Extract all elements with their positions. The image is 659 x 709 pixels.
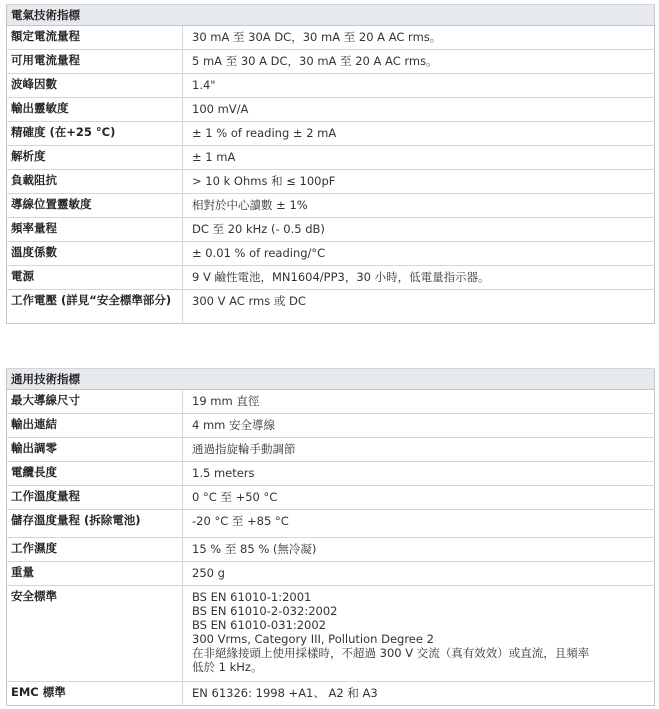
- standard-line: BS EN 61010-2-032:2002: [192, 604, 338, 618]
- table-row: [7, 586, 655, 682]
- table-row: [7, 170, 655, 194]
- table-row: [7, 194, 655, 218]
- spec-value: 15 % 至 85 % (無冷凝): [183, 538, 655, 562]
- spec-value: 相對於中心讀數 ± 1%: [183, 194, 655, 218]
- spec-value: DC 至 20 kHz (- 0.5 dB): [183, 218, 655, 242]
- spec-label: 負載阻抗: [7, 170, 183, 194]
- spec-label: 溫度係數: [7, 242, 183, 266]
- spec-label: 解析度: [7, 146, 183, 170]
- table-row: [7, 146, 655, 170]
- table-row: [7, 438, 655, 462]
- spec-label: 電源: [7, 266, 183, 290]
- spec-label: 可用電流量程: [7, 50, 183, 74]
- general-specs-title: 通用技術指標: [7, 369, 655, 390]
- table-row: [7, 26, 655, 50]
- spec-value: 9 V 鹼性電池，MN1604/PP3，30 小時，低電量指示器。: [183, 266, 655, 290]
- spec-label-line: 工作電壓: [11, 293, 57, 307]
- spec-label: 重量: [7, 562, 183, 586]
- spec-value: 100 mV/A: [183, 98, 655, 122]
- spec-value: > 10 k Ohms 和 ≤ 100pF: [183, 170, 655, 194]
- spec-label: 輸出調零: [7, 438, 183, 462]
- table-row: [7, 510, 655, 538]
- table-row: [7, 98, 655, 122]
- spec-value: [183, 586, 655, 682]
- table-row: [7, 462, 655, 486]
- spec-label: 安全標準: [7, 586, 183, 682]
- table-row: [7, 538, 655, 562]
- spec-value: 通過指旋輪手動調節: [183, 438, 655, 462]
- general-specs-table: [6, 368, 655, 706]
- spec-label: 導線位置靈敏度: [7, 194, 183, 218]
- table-row: [7, 122, 655, 146]
- table-row: [7, 290, 655, 324]
- spec-label: EMC 標準: [7, 682, 183, 706]
- standard-line: 300 Vrms, Category III, Pollution Degree 2: [192, 632, 434, 646]
- table-row: [7, 562, 655, 586]
- spec-label: 額定電流量程: [7, 26, 183, 50]
- table-row: [7, 414, 655, 438]
- spec-value: ± 1 mA: [183, 146, 655, 170]
- spec-value: 250 g: [183, 562, 655, 586]
- table-row: [7, 486, 655, 510]
- spec-label: 工作濕度: [7, 538, 183, 562]
- standard-line: BS EN 61010-1:2001: [192, 590, 312, 604]
- standard-line: BS EN 61010-031:2002: [192, 618, 326, 632]
- table-row: [7, 218, 655, 242]
- spec-value: 5 mA 至 30 A DC，30 mA 至 20 A AC rms。: [183, 50, 655, 74]
- spec-label: 波峰因數: [7, 74, 183, 98]
- standard-line: 低於 1 kHz。: [192, 660, 263, 674]
- spec-value: EN 61326: 1998 +A1、 A2 和 A3: [183, 682, 655, 706]
- table-row: [7, 242, 655, 266]
- spec-label: 頻率量程: [7, 218, 183, 242]
- spec-value: ± 0.01 % of reading/°C: [183, 242, 655, 266]
- spec-value: 1.5 meters: [183, 462, 655, 486]
- table-row: [7, 266, 655, 290]
- spec-value: -20 °C 至 +85 °C: [183, 510, 655, 538]
- spec-label: 電纜長度: [7, 462, 183, 486]
- spec-value: ± 1 % of reading ± 2 mA: [183, 122, 655, 146]
- table-row: [7, 682, 655, 706]
- spec-value: 19 mm 直徑: [183, 390, 655, 414]
- spec-label-line: (詳見“安全標準部分): [61, 293, 172, 307]
- electrical-specs-table: [6, 4, 655, 324]
- spec-value: 4 mm 安全導線: [183, 414, 655, 438]
- spec-label: 輸出靈敏度: [7, 98, 183, 122]
- spec-label: 輸出連結: [7, 414, 183, 438]
- spec-label: 工作溫度量程: [7, 486, 183, 510]
- electrical-specs-title: 電氣技術指標: [7, 5, 655, 26]
- spec-label: [7, 290, 183, 324]
- spec-value: 1.4": [183, 74, 655, 98]
- spec-value: 0 °C 至 +50 °C: [183, 486, 655, 510]
- spec-label: 儲存溫度量程 (拆除電池): [7, 510, 183, 538]
- table-row: [7, 390, 655, 414]
- standard-line: 在非絕緣接頭上使用採樣時，不超過 300 V 交流（真有效效）或直流，且頻率: [192, 646, 590, 660]
- spec-label: 精確度 (在+25 °C): [7, 122, 183, 146]
- spec-label: 最大導線尺寸: [7, 390, 183, 414]
- table-row: [7, 74, 655, 98]
- spec-value: 300 V AC rms 或 DC: [183, 290, 655, 324]
- spec-value: 30 mA 至 30A DC，30 mA 至 20 A AC rms。: [183, 26, 655, 50]
- table-row: [7, 50, 655, 74]
